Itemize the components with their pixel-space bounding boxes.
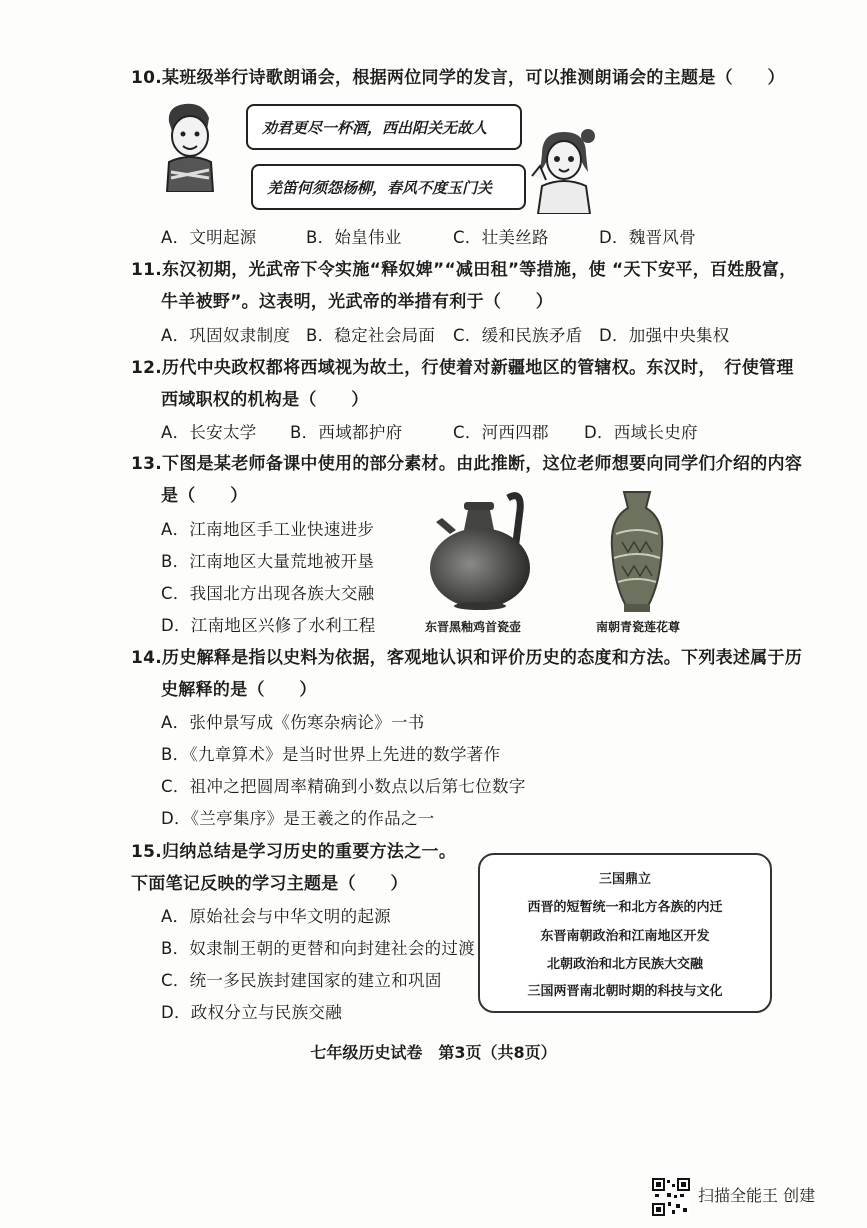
q11-stem-line1: 11.东汉初期，光武帝下令实施“释奴婢”“减田租”等措施，使 “天下安平，百姓殷富， bbox=[131, 260, 797, 280]
q14-stem-line1: 14.历史解释是指以史料为依据，客观地认识和评价历史的态度和方法。下列表述属于历 bbox=[131, 648, 803, 668]
q10-option-b: B．始皇伟业 bbox=[306, 228, 402, 247]
q12-option-b: B．西域都护府 bbox=[290, 423, 403, 442]
q13-option-a: A．江南地区手工业快速进步 bbox=[161, 520, 375, 539]
q14-option-d: D．《兰亭集序》是王羲之的作品之一 bbox=[161, 809, 435, 828]
q14-option-b: B．《九章算术》是当时世界上先进的数学著作 bbox=[161, 745, 501, 764]
q11-stem-line2: 牛羊被野”。这表明，光武帝的举措有利于（ ） bbox=[161, 292, 554, 312]
note-line-3: 东晋南朝政治和江南地区开发 bbox=[540, 929, 710, 944]
page-footer: 七年级历史试卷 第3页（共8页） bbox=[310, 1043, 557, 1062]
boy-illustration bbox=[155, 100, 225, 192]
black-glazed-ewer-image bbox=[424, 488, 536, 610]
note-line-2: 西晋的短暂统一和北方各族的内迁 bbox=[527, 900, 723, 915]
q10-stem: 10.某班级举行诗歌朗诵会，根据两位同学的发言，可以推测朗诵会的主题是（ ） bbox=[131, 68, 785, 88]
q10-option-c: C．壮美丝路 bbox=[453, 228, 549, 247]
note-line-4: 北朝政治和北方民族大交融 bbox=[546, 957, 703, 972]
q12-option-a: A．长安太学 bbox=[161, 423, 257, 442]
speech-bubble-1: 劝君更尽一杯酒，西出阳关无故人 bbox=[246, 104, 522, 150]
zun-caption: 南朝青瓷莲花尊 bbox=[596, 620, 681, 634]
q10-option-a: A．文明起源 bbox=[161, 228, 257, 247]
q15-stem-line1: 15.归纳总结是学习历史的重要方法之一。 bbox=[131, 842, 457, 862]
q10-option-d: D．魏晋风骨 bbox=[599, 228, 697, 247]
q13-option-d: D．江南地区兴修了水利工程 bbox=[161, 616, 376, 635]
q13-option-b: B．江南地区大量荒地被开垦 bbox=[161, 552, 375, 571]
scanner-watermark: 扫描全能王 创建 bbox=[698, 1186, 816, 1205]
q14-option-a: A．张仲景写成《伤寒杂病论》一书 bbox=[161, 713, 425, 732]
q12-option-d: D．西域长史府 bbox=[584, 423, 698, 442]
lotus-zun-vessel-image bbox=[606, 488, 668, 614]
q14-option-c: C．祖冲之把圆周率精确到小数点以后第七位数字 bbox=[161, 777, 526, 796]
q15-option-d: D．政权分立与民族交融 bbox=[161, 1003, 343, 1022]
ewer-caption: 东晋黑釉鸡首瓷壶 bbox=[425, 620, 522, 634]
q11-option-d: D．加强中央集权 bbox=[599, 326, 730, 345]
note-line-1: 三国鼎立 bbox=[598, 872, 651, 887]
q15-option-b: B．奴隶制王朝的更替和向封建社会的过渡 bbox=[161, 939, 476, 958]
girl-illustration bbox=[530, 122, 598, 214]
study-notes-box bbox=[478, 853, 772, 1013]
q14-stem-line2: 史解释的是（ ） bbox=[161, 680, 317, 700]
q12-stem-line2: 西域职权的机构是（ ） bbox=[161, 390, 369, 410]
note-line-5: 三国两晋南北朝时期的科技与文化 bbox=[527, 984, 723, 999]
q15-option-c: C．统一多民族封建国家的建立和巩固 bbox=[161, 971, 442, 990]
q13-option-c: C．我国北方出现各族大交融 bbox=[161, 584, 375, 603]
q13-stem-line1: 13.下图是某老师备课中使用的部分素材。由此推断，这位老师想要向同学们介绍的内容 bbox=[131, 454, 803, 474]
speech-bubble-2: 羌笛何须怨杨柳，春风不度玉门关 bbox=[251, 164, 526, 210]
q12-stem-line1: 12.历代中央政权都将西域视为故土，行使着对新疆地区的管辖权。东汉时， 行使管理 bbox=[131, 358, 794, 378]
q11-option-a: A．巩固奴隶制度 bbox=[161, 326, 291, 345]
q11-option-b: B．稳定社会局面 bbox=[306, 326, 436, 345]
q12-option-c: C．河西四郡 bbox=[453, 423, 549, 442]
q13-stem-line2: 是（ ） bbox=[161, 486, 248, 506]
q11-option-c: C．缓和民族矛盾 bbox=[453, 326, 583, 345]
q15-option-a: A．原始社会与中华文明的起源 bbox=[161, 907, 391, 926]
q15-stem-line2: 下面笔记反映的学习主题是（ ） bbox=[131, 874, 408, 894]
qr-code-icon bbox=[652, 1178, 690, 1216]
